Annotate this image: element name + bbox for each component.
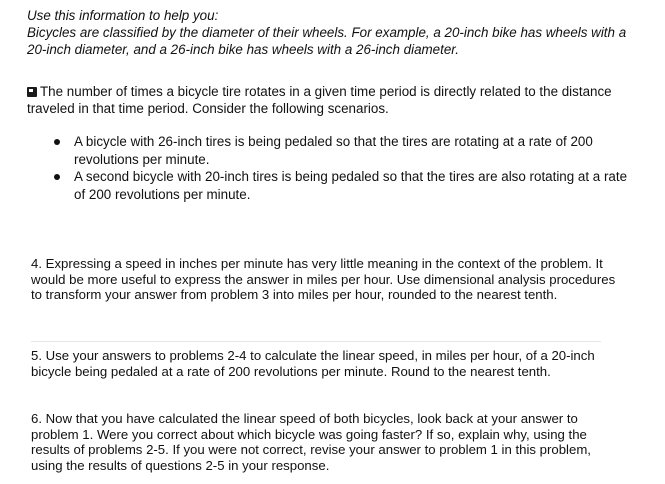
list-item-text: A second bicycle with 20-inch tires is being pedaled so that the tires are also rotating at a rate of 200 revolutions per minute.	[74, 169, 628, 202]
scenario-text: The number of times a bicycle tire rotates in a given time period is directly related to the distance traveled in that time period. Consider the following scenarios.	[27, 84, 612, 116]
bullet-dot-icon	[54, 139, 60, 145]
list-item	[56, 168, 641, 203]
scenario-intro	[27, 84, 647, 117]
question-6: 6. Now that you have calculated the linear speed of both bicycles, look back at your answer to problem 1. Were you correct about which bicycle was going faster? If so, explain why, using the results of problems 2-5. If you were not correct, revise your answer to problem 1 in this problem, using the results of questions 2-5 in your response.	[31, 411, 591, 473]
scenario-block	[27, 84, 647, 202]
bullet-dot-icon	[54, 174, 60, 180]
intro-heading: Use this information to help you:	[27, 8, 219, 23]
scenario-list	[56, 133, 641, 203]
question-4: 4. Expressing a speed in inches per minute has very little meaning in the context of the problem. It would be more useful to express the answer in miles per hour. Use dimensional analysis procedures to transform your answer from problem 3 into miles per hour, rounded to the nearest tenth.	[31, 256, 616, 302]
intro-block	[27, 7, 647, 58]
list-item	[56, 133, 641, 168]
divider	[31, 341, 601, 342]
question-5: 5. Use your answers to problems 2-4 to calculate the linear speed, in miles per hour, of a 20-inch bicycle being pedaled at a rate of 200 revolutions per minute. Round to the nearest tenth.	[31, 348, 595, 379]
box-bullet-icon	[27, 87, 37, 97]
intro-body: Bicycles are classified by the diameter of their wheels. For example, a 20-inch bike has wheels with a 20-inch diameter, and a 26-inch bike has wheels with a 26-inch diameter.	[27, 25, 627, 57]
list-item-text: A bicycle with 26-inch tires is being pedaled so that the tires are rotating at a rate of 200 revolutions per minute.	[74, 134, 593, 167]
